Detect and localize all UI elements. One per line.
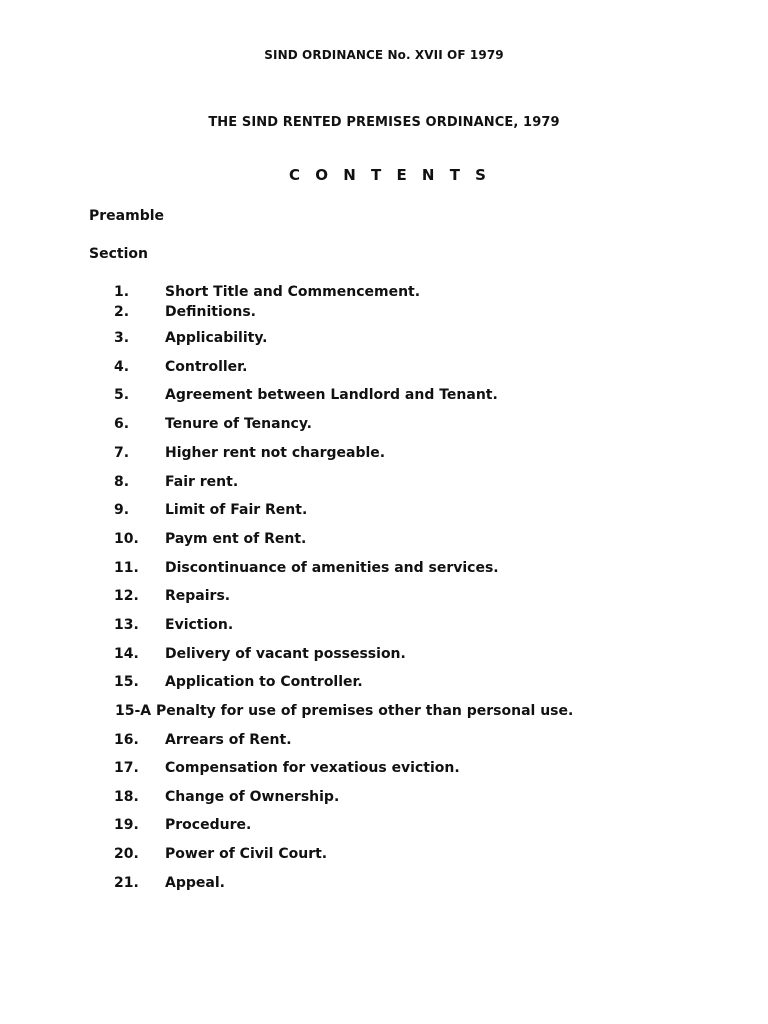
toc-item-number: 18. bbox=[114, 789, 139, 805]
toc-item-text: Applicability. bbox=[165, 330, 268, 346]
toc-item bbox=[0, 304, 768, 324]
section-label: Section bbox=[89, 246, 148, 262]
toc-item-number: 9. bbox=[114, 502, 130, 518]
toc-item bbox=[0, 560, 768, 580]
toc-item-text: Eviction. bbox=[165, 617, 234, 633]
toc-item bbox=[0, 817, 768, 837]
toc-item bbox=[0, 502, 768, 522]
toc-item bbox=[0, 359, 768, 379]
toc-item-number: 21. bbox=[114, 875, 139, 891]
toc-item bbox=[0, 445, 768, 465]
toc-item-number: 3. bbox=[114, 330, 130, 346]
toc-item bbox=[0, 416, 768, 436]
toc-item-number: 2. bbox=[114, 304, 130, 320]
toc-item bbox=[0, 760, 768, 780]
toc-item-text: Delivery of vacant possession. bbox=[165, 646, 406, 662]
toc-item bbox=[0, 617, 768, 637]
toc-item-text: Appeal. bbox=[165, 875, 225, 891]
toc-item bbox=[0, 284, 768, 304]
toc-item-number: 4. bbox=[114, 359, 130, 375]
toc-item-number: 12. bbox=[114, 588, 139, 604]
toc-item-number: 13. bbox=[114, 617, 139, 633]
toc-item-text: Agreement between Landlord and Tenant. bbox=[165, 387, 498, 403]
contents-heading: C O N T E N T S bbox=[289, 166, 491, 184]
toc-item-number: 10. bbox=[114, 531, 139, 547]
toc-item-text: Tenure of Tenancy. bbox=[165, 416, 312, 432]
toc-item-text: Application to Controller. bbox=[165, 674, 363, 690]
toc-item-number: 5. bbox=[114, 387, 130, 403]
toc-item-number: 11. bbox=[114, 560, 139, 576]
toc-item-text: Higher rent not chargeable. bbox=[165, 445, 386, 461]
toc-item bbox=[0, 474, 768, 494]
toc-item bbox=[0, 789, 768, 809]
toc-item-number: 19. bbox=[114, 817, 139, 833]
toc-item bbox=[0, 387, 768, 407]
toc-item-text: Arrears of Rent. bbox=[165, 732, 292, 748]
toc-item-text: Limit of Fair Rent. bbox=[165, 502, 308, 518]
document-title: THE SIND RENTED PREMISES ORDINANCE, 1979 bbox=[208, 115, 560, 130]
toc-item-text: Repairs. bbox=[165, 588, 231, 604]
toc-item-text: Power of Civil Court. bbox=[165, 846, 328, 862]
toc-item bbox=[0, 875, 768, 895]
toc-item bbox=[0, 732, 768, 752]
toc-item bbox=[0, 588, 768, 608]
toc-item-number: 16. bbox=[114, 732, 139, 748]
toc-item bbox=[0, 646, 768, 666]
toc-item bbox=[0, 674, 768, 694]
toc-item-number: 8. bbox=[114, 474, 130, 490]
toc-item-text: Definitions. bbox=[165, 304, 256, 320]
toc-item-number: 7. bbox=[114, 445, 130, 461]
toc-item-number: 15. bbox=[114, 674, 139, 690]
toc-item-text: Fair rent. bbox=[165, 474, 239, 490]
toc-item-text: Short Title and Commencement. bbox=[165, 284, 421, 300]
toc-item-text: Procedure. bbox=[165, 817, 252, 833]
ordinance-number: SIND ORDINANCE No. XVII OF 1979 bbox=[264, 48, 504, 62]
toc-item-number: 14. bbox=[114, 646, 139, 662]
toc-item-text: Paym ent of Rent. bbox=[165, 531, 307, 547]
toc-item-text: Discontinuance of amenities and services. bbox=[165, 560, 499, 576]
toc-item bbox=[0, 330, 768, 350]
toc-item bbox=[0, 846, 768, 866]
toc-item-text: Change of Ownership. bbox=[165, 789, 340, 805]
toc-item bbox=[0, 703, 768, 723]
toc-item-text: Compensation for vexatious eviction. bbox=[165, 760, 460, 776]
preamble-label: Preamble bbox=[89, 208, 165, 224]
toc-item-number: 20. bbox=[114, 846, 139, 862]
toc-item bbox=[0, 531, 768, 551]
toc-item-text: Controller. bbox=[165, 359, 248, 375]
toc-item-number: 17. bbox=[114, 760, 139, 776]
toc-item-number: 6. bbox=[114, 416, 130, 432]
toc-item-number: 1. bbox=[114, 284, 130, 300]
toc-item-text: 15-A Penalty for use of premises other than personal use. bbox=[115, 703, 574, 719]
